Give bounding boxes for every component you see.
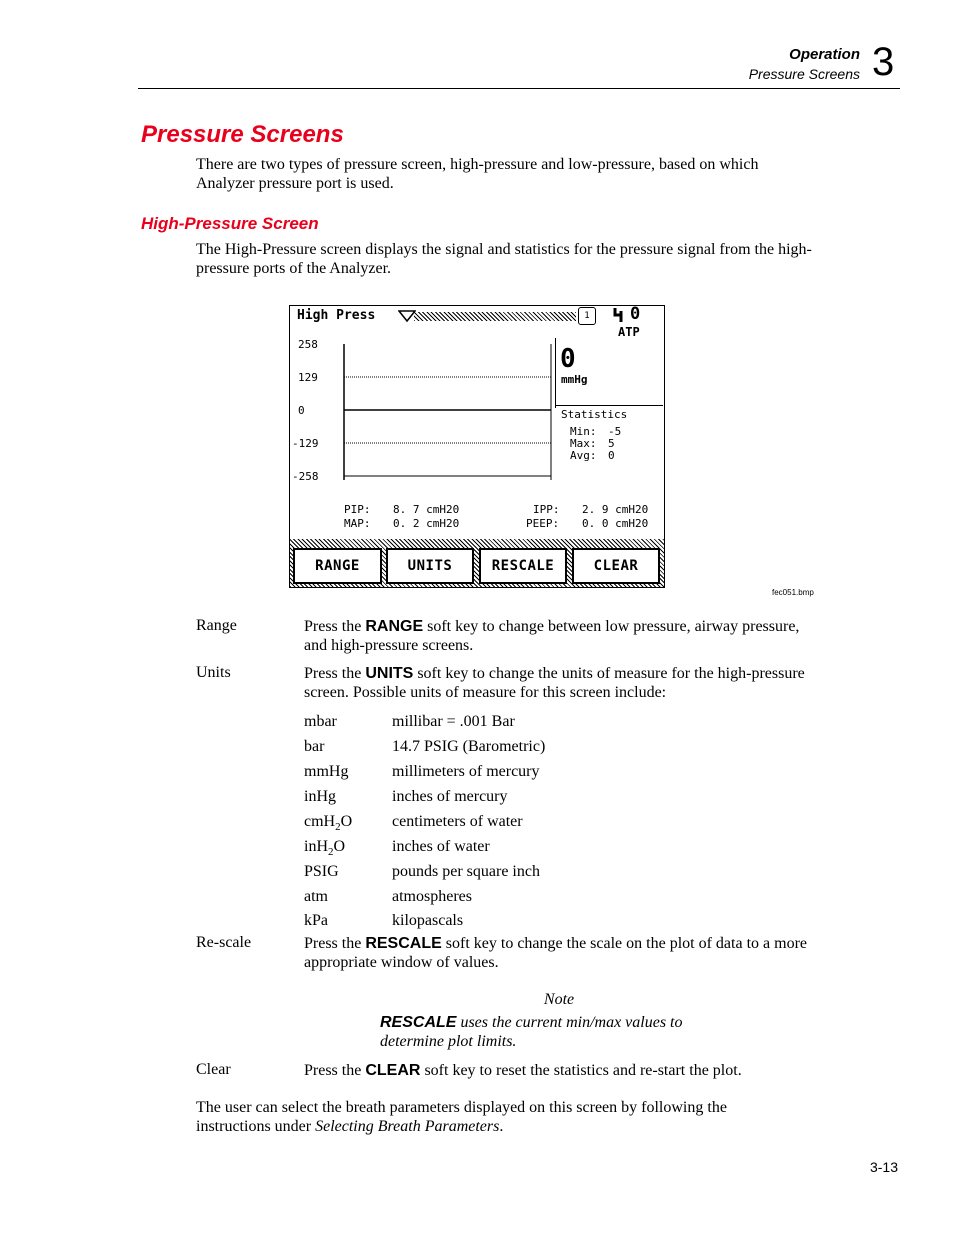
reading-divider [555, 338, 556, 408]
y-tick: 258 [298, 338, 318, 351]
intro-paragraph: There are two types of pressure screen, high-pressure and low-pressure, based on which Analyzer pressure port is used. [196, 156, 759, 192]
def-text-rescale: Press the RESCALE soft key to change the scale on the plot of data to a more appropriate window of values. [304, 935, 807, 971]
unit-abbr: atm [304, 888, 328, 905]
closing-paragraph: The user can select the breath parameters displayed on this screen by following the instructions under Selecting Breath Parameters. [196, 1099, 727, 1135]
stat-min-label: Min: [570, 425, 597, 438]
high-pressure-screen-figure [289, 305, 665, 588]
stat-min-value: -5 [608, 425, 622, 438]
key-range: RANGE [365, 618, 424, 635]
param-pip-label: PIP: [344, 503, 371, 516]
rescale-softkey[interactable]: RESCALE [479, 548, 567, 584]
unit-desc: inches of water [392, 838, 490, 855]
sub-intro-paragraph: The High-Pressure screen displays the signal and statistics for the pressure signal from the high-pressure ports of the Analyzer. [196, 241, 812, 277]
unit-abbr: cmH$_2$O [304, 813, 353, 834]
param-map-label: MAP: [344, 517, 371, 530]
def-text-range: Press the RANGE soft key to change between low pressure, airway pressure, and high-pressure screens. [304, 618, 800, 654]
def-text-clear: Press the CLEAR soft key to reset the statistics and re-start the plot. [304, 1062, 742, 1079]
note-body: RESCALE uses the current min/max values to determine plot limits. [380, 1014, 683, 1050]
stats-divider [555, 405, 663, 406]
header-subsection: Pressure Screens [748, 66, 860, 82]
param-peep-value: 0. 0 cmH20 [582, 517, 649, 530]
param-map-value: 0. 2 cmH20 [393, 517, 460, 530]
chapter-number: 3 [872, 40, 895, 84]
unit-abbr: mbar [304, 713, 337, 730]
unit-desc: kilopascals [392, 912, 464, 929]
stat-avg-value: 0 [608, 449, 615, 462]
clear-softkey[interactable]: CLEAR [572, 548, 660, 584]
stat-max-value: 5 [608, 437, 615, 450]
title-bar-hatch [414, 312, 576, 321]
unit-abbr: inHg [304, 788, 336, 805]
figure-caption: fec051.bmp [772, 588, 814, 597]
reference-link: Selecting Breath Parameters [315, 1118, 500, 1135]
unit-desc: 14.7 PSIG (Barometric) [392, 738, 546, 755]
key-units: UNITS [365, 665, 414, 682]
y-tick: 0 [298, 404, 305, 417]
y-tick: -258 [292, 470, 319, 483]
channel-badge: 1 [578, 307, 596, 325]
note-key: RESCALE [380, 1014, 457, 1031]
def-text-units: Press the UNITS soft key to change the units of measure for the high-pressure screen. Possible units of measure for this screen include: [304, 665, 805, 701]
unit-desc: atmospheres [392, 888, 472, 905]
page-title: Pressure Screens [141, 121, 344, 148]
y-tick: -129 [292, 437, 319, 450]
param-pip-value: 8. 7 cmH20 [393, 503, 460, 516]
key-clear: CLEAR [365, 1062, 421, 1079]
note-title: Note [543, 991, 575, 1008]
param-ipp-label: IPP: [533, 503, 560, 516]
lung-pressure-icon [613, 307, 629, 323]
unit-abbr: bar [304, 738, 325, 755]
param-ipp-value: 2. 9 cmH20 [582, 503, 649, 516]
stats-title: Statistics [561, 408, 628, 421]
y-tick: 129 [298, 371, 318, 384]
page-number: 3-13 [869, 1159, 898, 1175]
header-rule [138, 88, 900, 89]
unit-abbr: mmHg [304, 763, 349, 780]
unit-desc: millimeters of mercury [392, 763, 540, 780]
header-section: Operation [789, 46, 860, 63]
units-softkey[interactable]: UNITS [386, 548, 474, 584]
unit-desc: centimeters of water [392, 813, 523, 830]
unit-abbr: PSIG [304, 863, 339, 880]
stat-avg-label: Avg: [570, 449, 597, 462]
unit-desc: millibar = .001 Bar [392, 713, 515, 730]
def-term-clear: Clear [196, 1061, 231, 1078]
pressure-plot [338, 340, 556, 482]
zero-indicator: 0 [630, 304, 641, 324]
unit-desc: pounds per square inch [392, 863, 540, 880]
def-term-rescale: Re-scale [196, 934, 252, 951]
unit-abbr: kPa [304, 912, 328, 929]
atp-label: ATP [618, 325, 640, 339]
def-term-range: Range [196, 617, 237, 634]
section-subtitle: High-Pressure Screen [141, 214, 319, 233]
key-rescale: RESCALE [365, 935, 442, 952]
stat-max-label: Max: [570, 437, 597, 450]
range-softkey[interactable]: RANGE [293, 548, 382, 584]
unit-desc: inches of mercury [392, 788, 508, 805]
reading-unit: mmHg [561, 373, 588, 386]
screen-title: High Press [297, 308, 376, 323]
reading-value: 0 [560, 344, 576, 374]
def-term-units: Units [196, 664, 231, 681]
unit-abbr: inH$_2$O [304, 838, 346, 859]
param-peep-label: PEEP: [526, 517, 560, 530]
